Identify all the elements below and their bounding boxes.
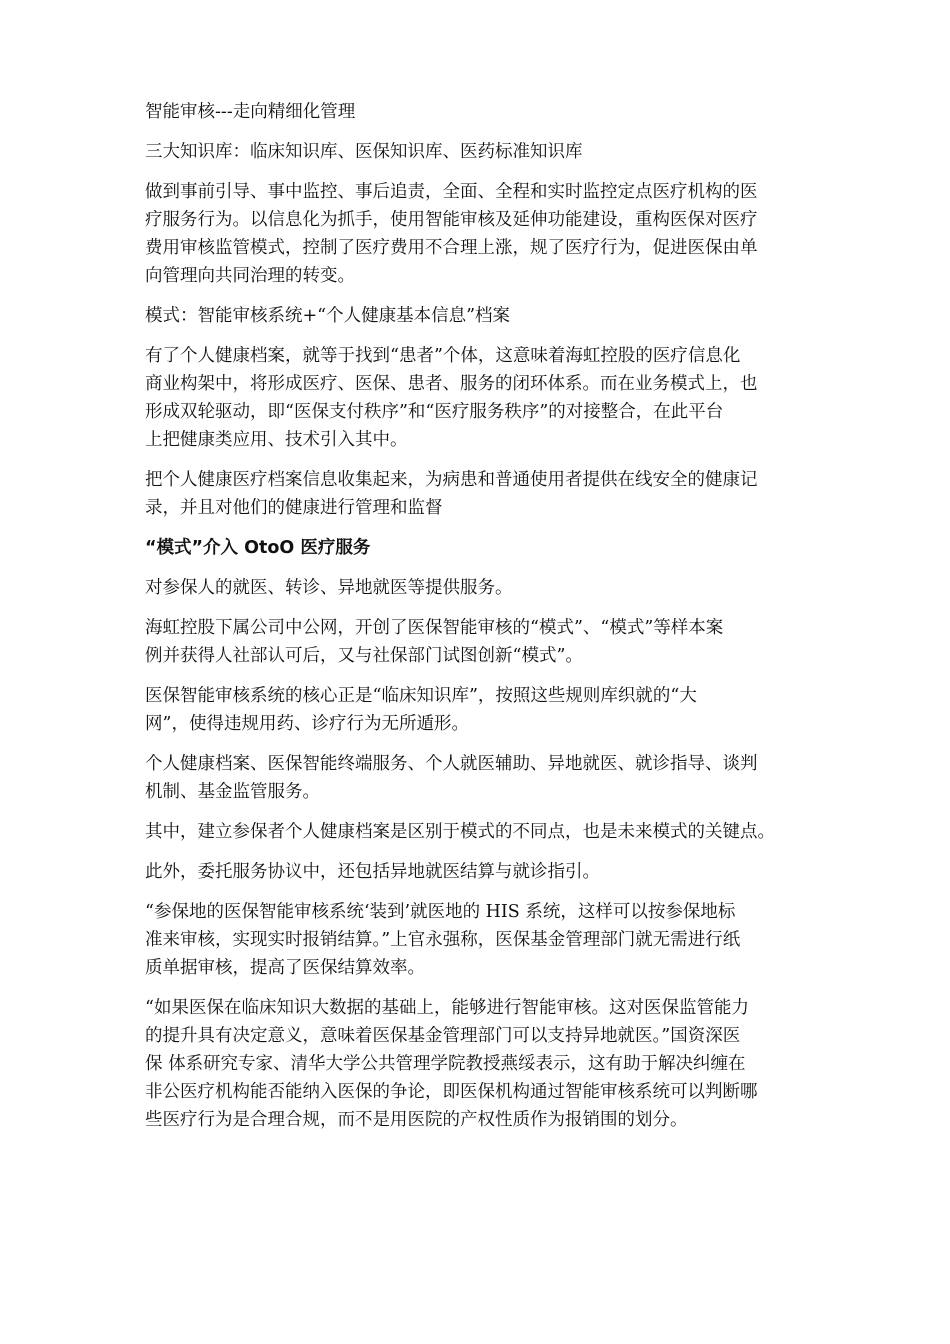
paragraph-agreement — [145, 858, 825, 886]
document-body — [145, 98, 825, 1146]
text-line: “如果医保在临床知识大数据的基础上，能够进行智能审核。这对医保监管能力 — [145, 998, 749, 1018]
text-line: 向管理向共同治理的转变。 — [145, 266, 355, 286]
paragraph-health-record — [145, 342, 825, 454]
text-line: 个人健康档案、医保智能终端服务、个人就医辅助、异地就医、就诊指导、谈判 — [145, 754, 758, 774]
text-line: 机制、基金监管服务。 — [145, 782, 320, 802]
text-line: 非公医疗机构能否能纳入医保的争论，即医保机构通过智能审核系统可以判断哪 — [145, 1082, 758, 1102]
paragraph-quote-yansui — [145, 994, 825, 1134]
text-line: 此外，委托服务协议中，还包括异地就医结算与就诊指引。 — [145, 862, 600, 882]
paragraph-core-system — [145, 682, 825, 738]
text-line: 把个人健康医疗档案信息收集起来，为病患和普通使用者提供在线安全的健康记 — [145, 470, 758, 490]
heading-intelligent-audit — [145, 98, 825, 126]
text-line: “参保地的医保智能审核系统‘装到’就医地的 HIS 系统，这样可以按参保地标 — [145, 902, 736, 922]
text-line: 网”，使得违规用药、诊疗行为无所遁形。 — [145, 714, 469, 734]
paragraph-monitoring — [145, 178, 825, 290]
text-line: 录，并且对他们的健康进行管理和监督 — [145, 498, 443, 518]
text-line: 形成双轮驱动，即“医保支付秩序”和“医疗服务秩序”的对接整合，在此平台 — [145, 402, 724, 422]
paragraph-services — [145, 574, 825, 602]
text-line: 保 体系研究专家、清华大学公共管理学院教授燕绥表示，这有助于解决纠缠在 — [145, 1054, 746, 1074]
text-line: 其中，建立参保者个人健康档案是区别于模式的不同点，也是未来模式的关键点。 — [145, 822, 775, 842]
text-line: 智能审核---走向精细化管理 — [145, 102, 356, 122]
text-line: 疗服务行为。以信息化为抓手，使用智能审核及延伸功能建设，重构医保对医疗 — [145, 210, 758, 230]
heading-oto-service — [145, 534, 825, 562]
text-line: 对参保人的就医、转诊、异地就医等提供服务。 — [145, 578, 513, 598]
text-line: 三大知识库：临床知识库、医保知识库、医药标准知识库 — [145, 142, 583, 162]
text-line: 费用审核监管模式，控制了医疗费用不合理上涨，规了医疗行为，促进医保由单 — [145, 238, 758, 258]
text-line: 医保智能审核系统的核心正是“临床知识库”，按照这些规则库织就的“大 — [145, 686, 697, 706]
text-line: “模式”介入 OtoO 医疗服务 — [145, 538, 371, 558]
paragraph-mode — [145, 302, 825, 330]
text-line: 质单据审核，提高了医保结算效率。 — [145, 958, 425, 978]
text-line: 准来审核，实现实时报销结算。”上官永强称，医保基金管理部门就无需进行纸 — [145, 930, 741, 950]
text-line: 做到事前引导、事中监控、事后追责，全面、全程和实时监控定点医疗机构的医 — [145, 182, 758, 202]
text-line: 模式：智能审核系统+“个人健康基本信息”档案 — [145, 306, 511, 326]
text-line: 商业构架中，将形成医疗、医保、患者、服务的闭环体系。而在业务模式上，也 — [145, 374, 758, 394]
text-line: 些医疗行为是合理合规，而不是用医院的产权性质作为报销围的划分。 — [145, 1110, 688, 1130]
text-line: 有了个人健康档案，就等于找到“患者”个体，这意味着海虹控股的医疗信息化 — [145, 346, 741, 366]
text-line: 海虹控股下属公司中公网，开创了医保智能审核的“模式”、“模式”等样本案 — [145, 618, 724, 638]
paragraph-subsidiary — [145, 614, 825, 670]
paragraph-quote-shangguan — [145, 898, 825, 982]
text-line: 的提升具有决定意义，意味着医保基金管理部门可以支持异地就医。”国资深医 — [145, 1026, 741, 1046]
paragraph-key-point — [145, 818, 825, 846]
paragraph-collect-records — [145, 466, 825, 522]
paragraph-knowledge-bases — [145, 138, 825, 166]
paragraph-service-list — [145, 750, 825, 806]
text-line: 例并获得人社部认可后，又与社保部门试图创新“模式”。 — [145, 646, 583, 666]
text-line: 上把健康类应用、技术引入其中。 — [145, 430, 408, 450]
